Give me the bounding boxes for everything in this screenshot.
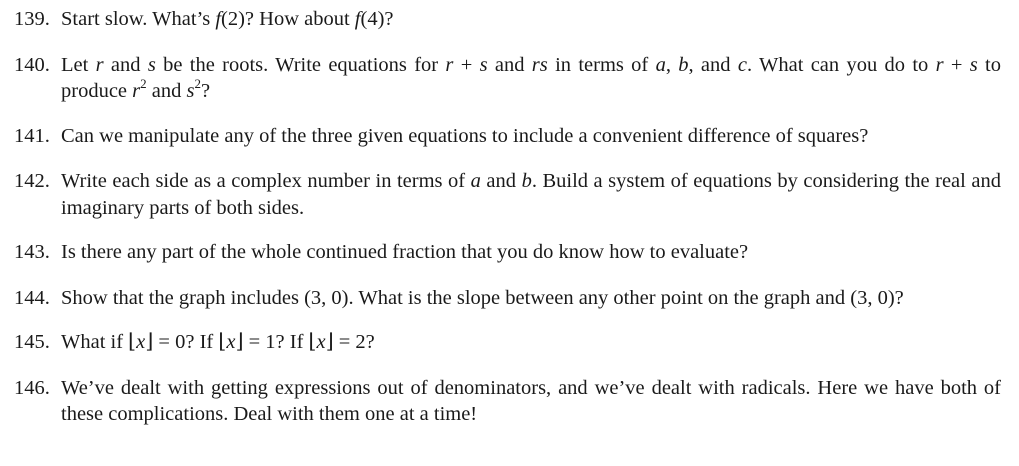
hint-number: 145. <box>14 331 50 353</box>
hint-text: Is there any part of the whole continued fraction that you do know how to evaluate? <box>61 241 749 263</box>
hint-144 <box>14 285 1001 312</box>
hint-text: Write each side as a complex number in terms of a and b. Build a system of equations by considering the real and imaginary parts of both sides. <box>61 170 1001 219</box>
hint-text: We’ve dealt with getting expressions out of denominators, and we’ve dealt with radicals. Here we have both of these complications. Deal with them one at a time! <box>61 376 1001 425</box>
hint-141 <box>14 123 1001 150</box>
hint-number: 146. <box>14 376 50 399</box>
hint-number: 142. <box>14 170 50 192</box>
hint-number: 143. <box>14 241 50 263</box>
hint-number: 144. <box>14 286 50 309</box>
hint-140 <box>14 52 1001 105</box>
hint-number: 139. <box>14 8 50 30</box>
hint-143 <box>14 239 1001 266</box>
hint-145 <box>14 329 1001 356</box>
hint-139 <box>14 6 1001 33</box>
hint-number: 140. <box>14 53 50 76</box>
hint-142 <box>14 168 1001 221</box>
hint-text: What if ⌊x⌋ = 0? If ⌊x⌋ = 1? If ⌊x⌋ = 2? <box>61 331 375 353</box>
hint-text: Start slow. What’s f(2)? How about f(4)? <box>61 8 394 30</box>
hint-text: Can we manipulate any of the three given equations to include a convenient difference of squares? <box>61 124 869 147</box>
hint-text: Show that the graph includes (3, 0). What is the slope between any other point on the graph and (3, 0)? <box>61 286 904 309</box>
hint-text: Let r and s be the roots. Write equations for r + s and rs in terms of a, b, and c. What can you do to r + s to produce $r^2$ and $s^2$? <box>61 53 1002 102</box>
hint-146 <box>14 375 1001 428</box>
hint-number: 141. <box>14 124 50 147</box>
